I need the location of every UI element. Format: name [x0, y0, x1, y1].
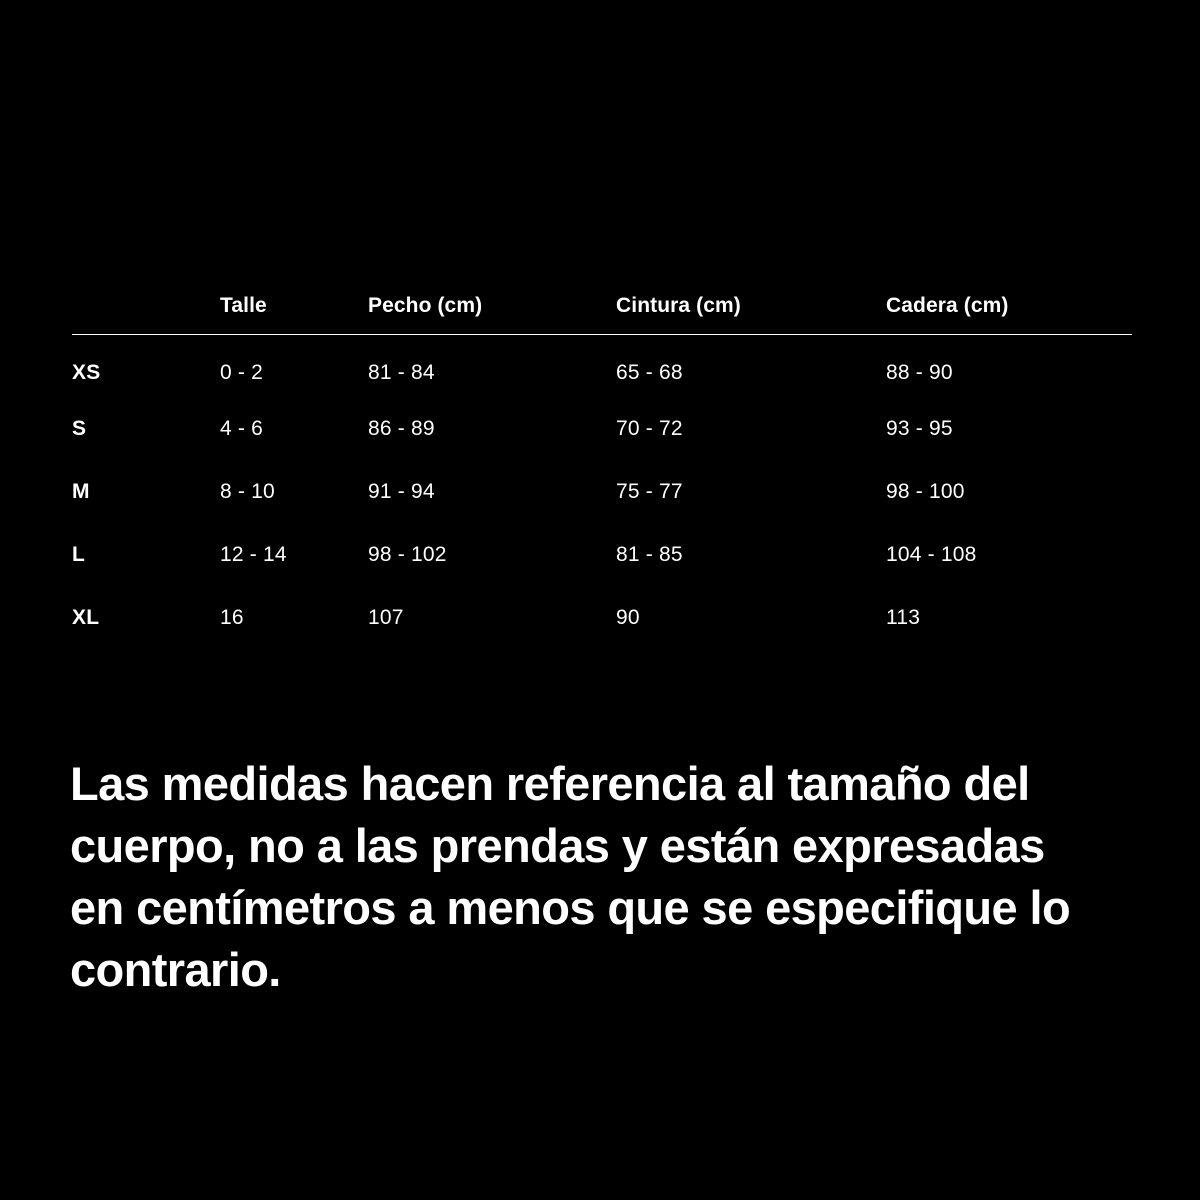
column-header-talle: Talle: [220, 294, 267, 317]
cell-cadera: 113: [886, 606, 921, 629]
cell-size: XL: [72, 606, 100, 629]
column-header-cadera: Cadera (cm): [886, 294, 1009, 317]
table-header: [72, 278, 1132, 335]
column-header-size: [72, 278, 220, 335]
cell-cintura: 65 - 68: [616, 361, 683, 385]
size-chart: [72, 278, 1132, 650]
table-header-row: [72, 278, 1132, 335]
cell-talle: 8 - 10: [220, 480, 275, 503]
cell-cintura: 75 - 77: [616, 480, 683, 503]
cell-talle: 4 - 6: [220, 417, 264, 440]
cell-pecho: 86 - 89: [368, 417, 435, 440]
table-row: [72, 461, 1132, 524]
cell-cintura: 81 - 85: [616, 543, 683, 566]
cell-pecho: 107: [368, 606, 404, 629]
cell-talle: 16: [220, 606, 244, 629]
column-header-cintura: Cintura (cm): [616, 294, 741, 317]
cell-size: M: [72, 480, 90, 503]
table-body: [72, 335, 1132, 650]
cell-size: L: [72, 543, 86, 566]
cell-cadera: 104 - 108: [886, 543, 977, 566]
cell-talle: 12 - 14: [220, 543, 287, 566]
table-row: [72, 335, 1132, 398]
measurement-note: Las medidas hacen referencia al tamaño del cuerpo, no a las prendas y están expresadas en centímetros a menos que se especifique lo contrario.: [70, 757, 1071, 997]
cell-pecho: 81 - 84: [368, 361, 435, 385]
cell-cadera: 98 - 100: [886, 480, 965, 503]
table-row: [72, 398, 1132, 461]
cell-pecho: 98 - 102: [368, 543, 447, 566]
cell-talle: 0 - 2: [220, 361, 264, 385]
cell-cintura: 70 - 72: [616, 417, 683, 440]
cell-size: XS: [72, 361, 101, 385]
cell-cintura: 90: [616, 606, 640, 629]
size-table: [72, 278, 1132, 650]
table-row: [72, 524, 1132, 587]
table-row: [72, 587, 1132, 650]
cell-size: S: [72, 417, 87, 440]
cell-cadera: 88 - 90: [886, 361, 953, 385]
cell-pecho: 91 - 94: [368, 480, 435, 503]
column-header-pecho: Pecho (cm): [368, 294, 483, 317]
cell-cadera: 93 - 95: [886, 417, 953, 440]
